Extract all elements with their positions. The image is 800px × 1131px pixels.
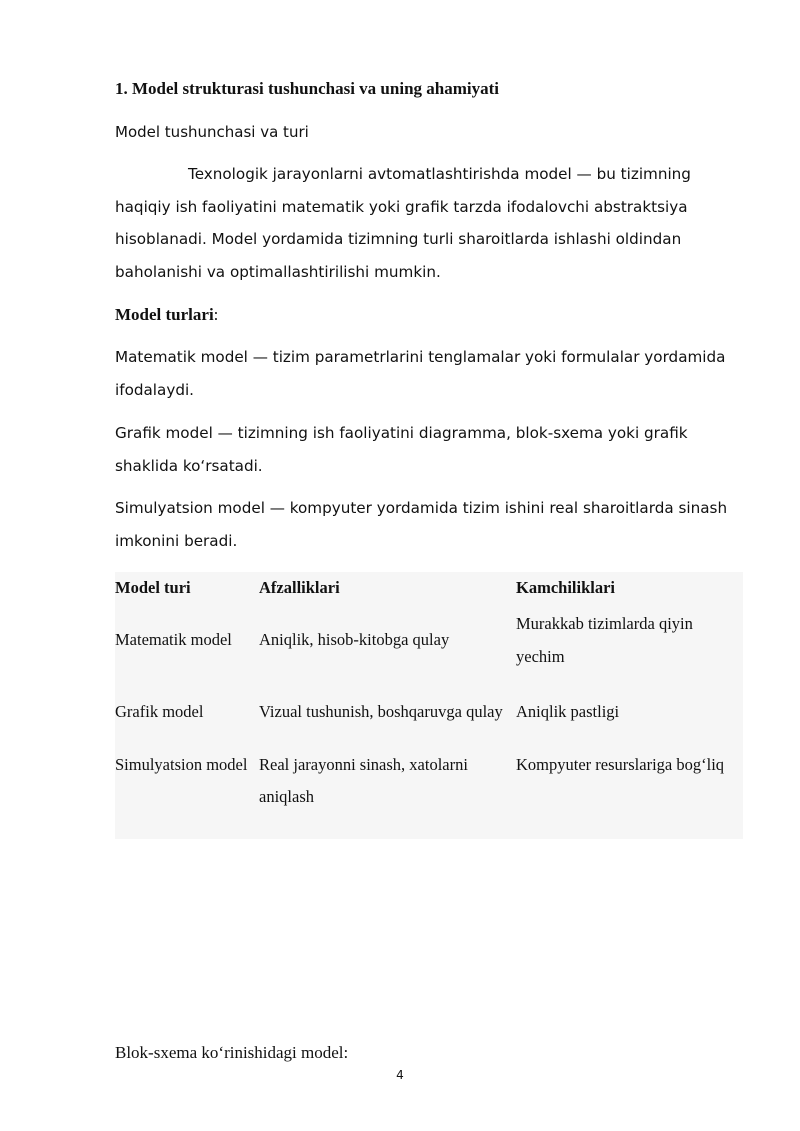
table-cell: Real jarayonni sinash, xatolarni aniqlash	[259, 754, 468, 806]
table-cell: Aniqlik pastligi	[516, 702, 620, 722]
model-type-graphic: Grafik model — tizimning ish faoliyatini diagramma, blok-sxema yoki grafik shaklida ko‘rsatadi.	[115, 424, 688, 475]
table-cell: Simulyatsion model	[115, 754, 248, 774]
model-comparison-table-container	[115, 572, 743, 839]
block-diagram-caption: Blok-sxema ko‘rinishidagi model:	[115, 1043, 349, 1062]
model-comparison-table	[115, 572, 743, 819]
model-types-label-bold: Model turlari	[115, 305, 214, 324]
table-cell: Kompyuter resurslariga bog‘liq	[516, 754, 725, 774]
table-cell: Grafik model	[115, 702, 204, 722]
model-type-simulation: Simulyatsion model — kompyuter yordamida tizim ishini real sharoitlarda sinash imkonini beradi.	[115, 499, 728, 550]
table-header-row	[115, 572, 743, 605]
table-header-disadvantages: Kamchiliklari	[516, 578, 615, 597]
section-heading: 1. Model strukturasi tushunchasi va uning ahamiyati	[115, 79, 499, 98]
table-cell: Aniqlik, hisob-kitobga qulay	[259, 630, 450, 650]
table-header-model-type: Model turi	[115, 578, 191, 597]
table-cell: Matematik model	[115, 630, 232, 650]
table-row	[115, 605, 743, 677]
model-types-label	[115, 301, 218, 329]
subheading: Model tushunchasi va turi	[115, 123, 309, 141]
table-cell: Murakkab tizimlarda qiyin yechim	[516, 614, 693, 666]
table-cell: Vizual tushunish, boshqaruvga qulay	[259, 702, 503, 722]
table-row	[115, 749, 743, 819]
model-types-label-colon: :	[213, 305, 219, 324]
intro-paragraph: Texnologik jarayonlarni avtomatlashtirishda model — bu tizimning haqiqiy ish faoliyatini matematik yoki grafik tarzda ifodalovchi abstraktsiya hisoblanadi. Model yordamida tizimning turli sharoitlarda ishlashi oldindan baholanishi va optimallashtirilishi mumkin.	[115, 165, 691, 281]
table-row	[115, 677, 743, 749]
model-type-mathematical: Matematik model — tizim parametrlarini tenglamalar yoki formulalar yordamida ifodalaydi.	[115, 348, 726, 399]
page-number: 4	[396, 1068, 404, 1082]
table-header-advantages: Afzalliklari	[259, 578, 340, 597]
